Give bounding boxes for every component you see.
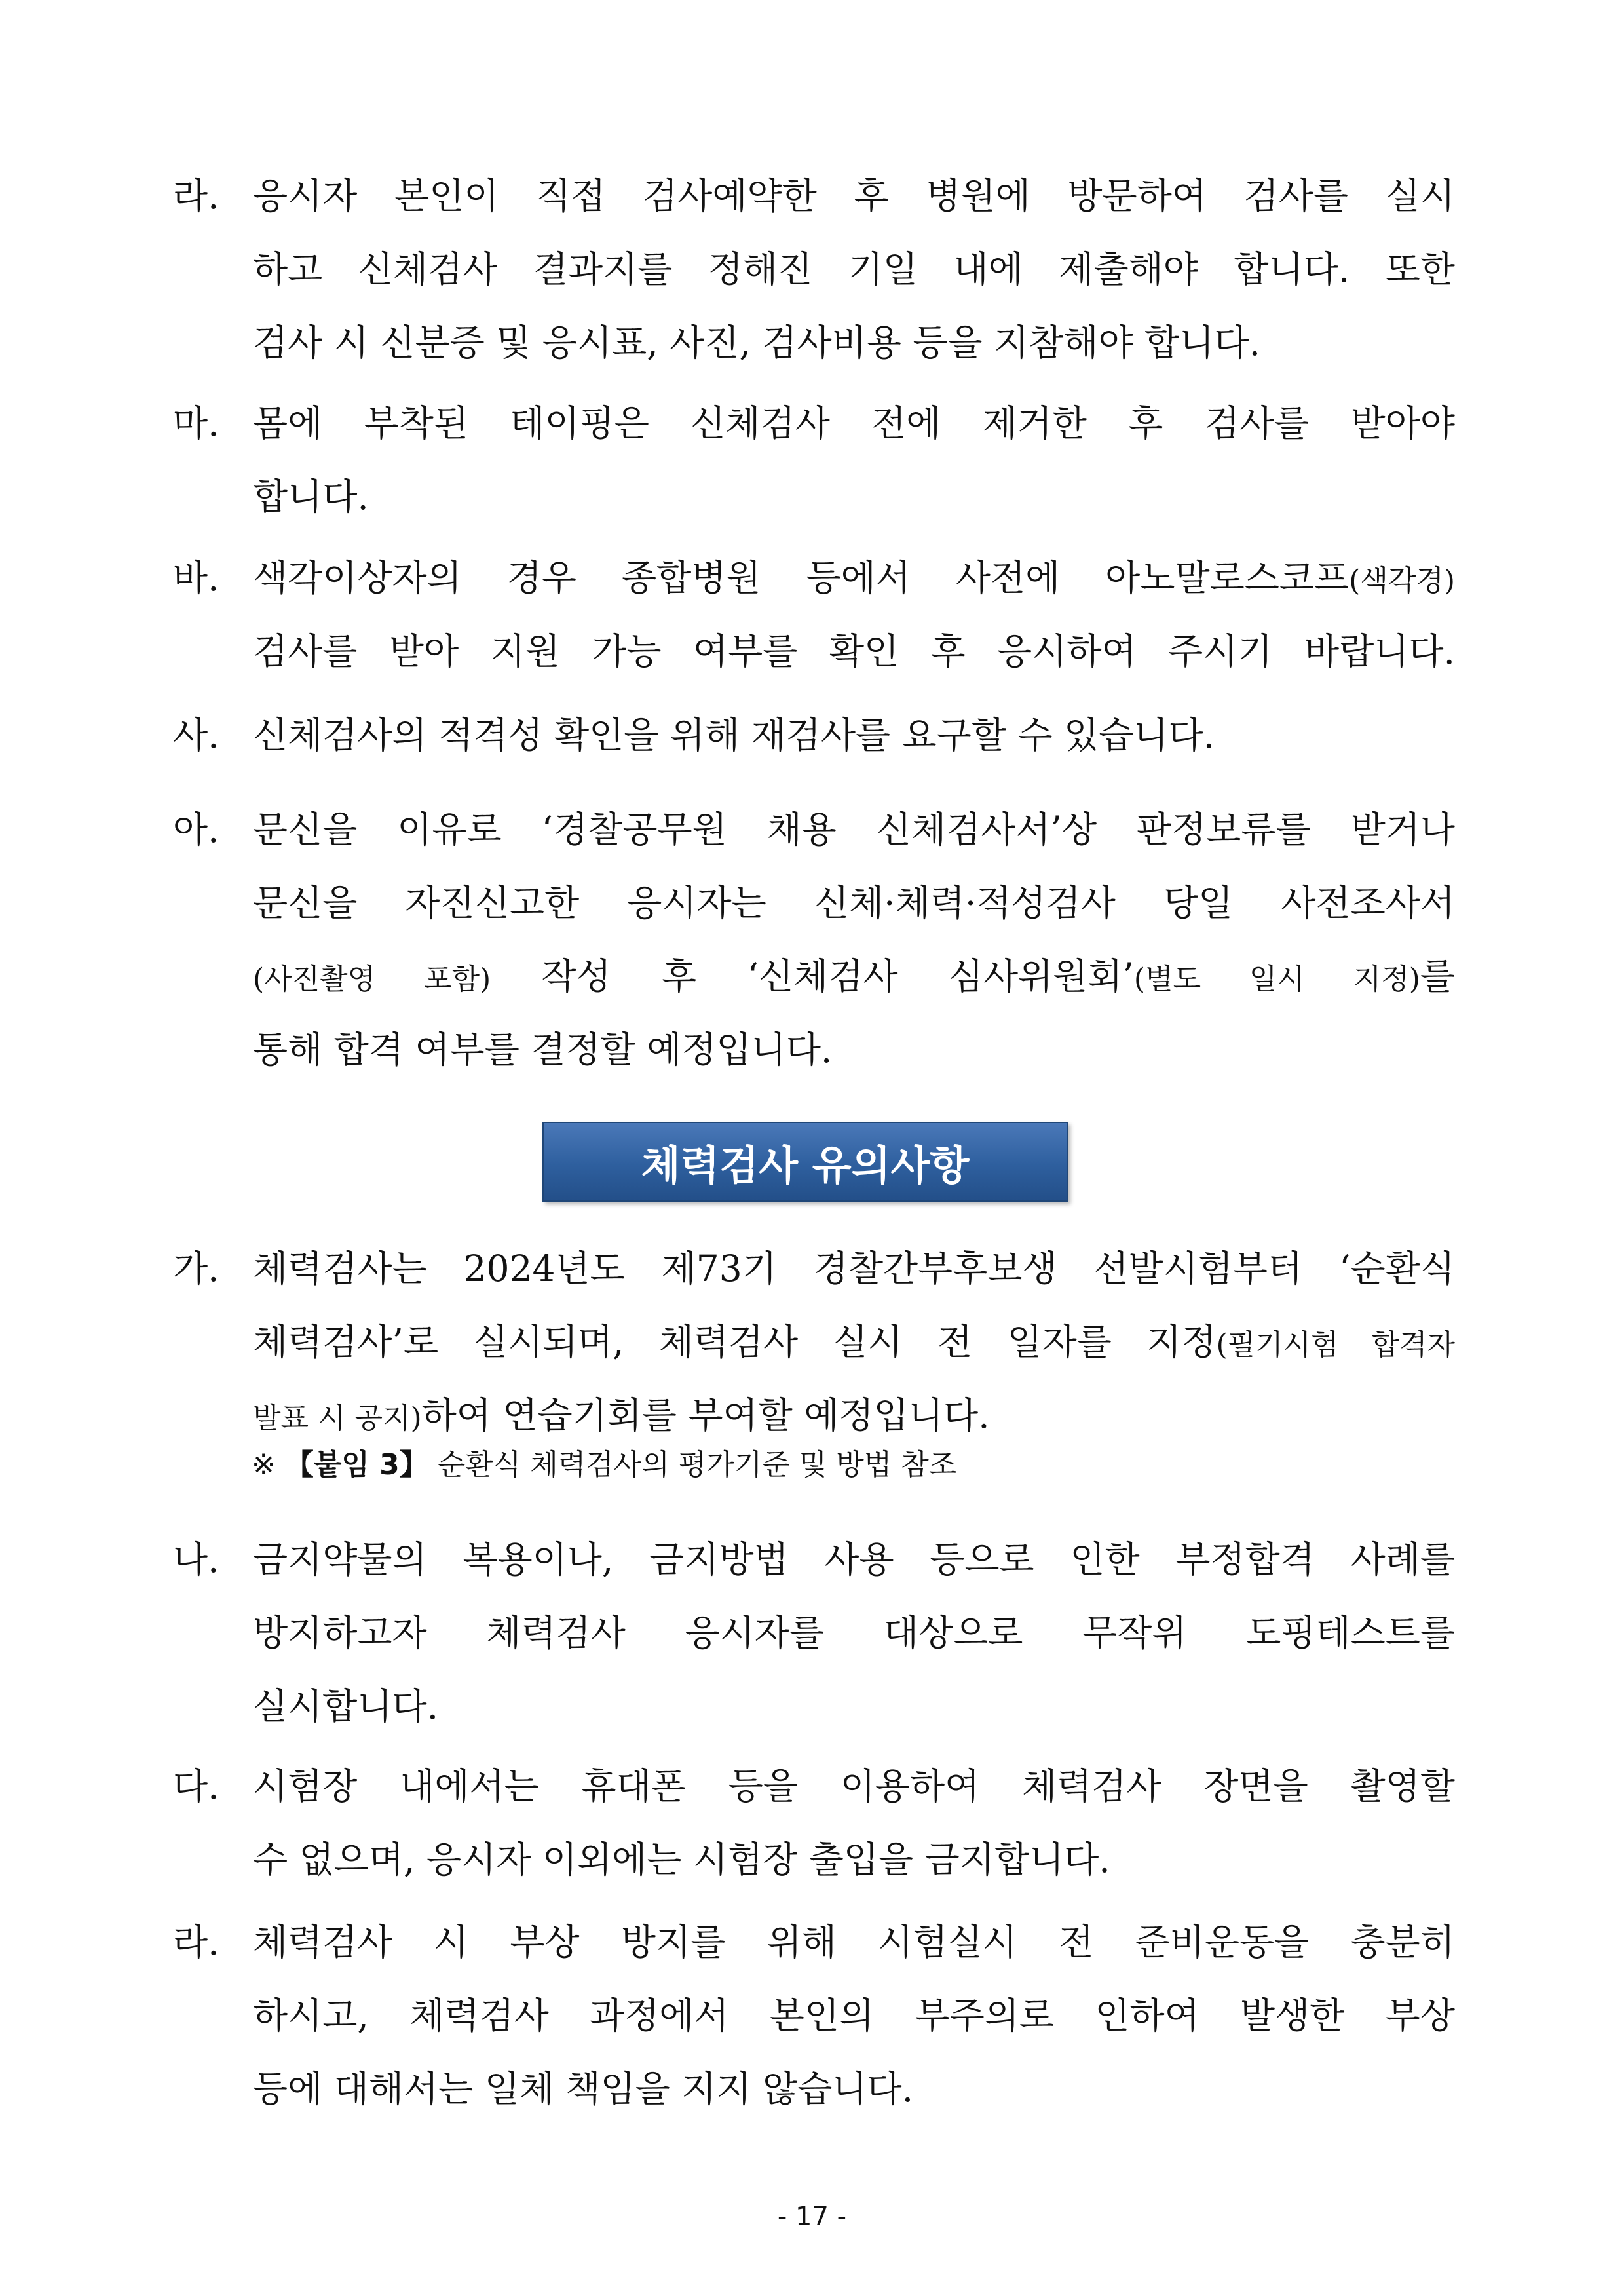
item-text-line: 체력검사는 2024년도 제73기 경찰간부후보생 선발시험부터 ‘순환식 [253,1248,1455,1290]
item-text: 작성 후 ‘신체검사 심사위원회’ [491,955,1134,997]
item-text-line: 실시합니다. [253,1685,439,1727]
item-text-line: 수 없으며, 응시자 이외에는 시험장 출입을 금지합니다. [253,1839,1110,1881]
item-marker: 아. [173,809,219,851]
section-title: 체력검사 유의사항 [641,1141,970,1189]
item-text-line: 합니다. [253,476,369,518]
item-small-text: (색각경) [1349,564,1455,598]
item-small-text: (사진촬영 포함) [253,963,491,996]
item-small-text: 발표 시 공지) [253,1402,422,1435]
item-marker: 라. [173,175,219,217]
item-text: 색각이상자의 경우 종합병원 등에서 사전에 아노말로스코프 [253,557,1350,599]
item-text-line: 체력검사 시 부상 방지를 위해 시험실시 전 준비운동을 충분히 [253,1921,1455,1963]
item-text: 를 [1420,955,1456,997]
item-small-text: (필기시험 합격자 [1216,1328,1455,1362]
item-text-line: 응시자 본인이 직접 검사예약한 후 병원에 방문하여 검사를 실시 [253,175,1455,217]
item-text-line: 문신을 자진신고한 응시자는 신체·체력·적성검사 당일 사전조사서 [253,882,1455,924]
item-text-line: 등에 대해서는 일체 책임을 지지 않습니다. [253,2068,914,2110]
item-text: 체력검사’로 실시되며, 체력검사 실시 전 일자를 지정 [253,1321,1217,1363]
item-text-line: 하고 신체검사 결과지를 정해진 기일 내에 제출해야 합니다. 또한 [253,248,1455,290]
item-text-line: 몸에 부착된 테이핑은 신체검사 전에 제거한 후 검사를 받아야 [253,402,1455,444]
item-text-line: 방지하고자 체력검사 응시자를 대상으로 무작위 도핑테스트를 [253,1612,1455,1654]
note-reference: 【붙임 3】 [284,1448,428,1482]
item-text-line [253,541,1455,615]
reference-note [252,1439,956,1491]
item-text-line: 시험장 내에서는 휴대폰 등을 이용하여 체력검사 장면을 촬영할 [253,1765,1455,1807]
item-text-line: 통해 합격 여부를 결정할 예정입니다. [253,1029,833,1071]
item-small-text: (별도 일시 지정) [1133,963,1420,996]
page-number: - 17 - [777,2202,847,2232]
item-marker: 가. [173,1248,219,1290]
note-mark: ※ [252,1448,285,1482]
item-text-line: 문신을 이유로 ‘경찰공무원 채용 신체검사서’상 판정보류를 받거나 [253,809,1455,851]
item-marker: 마. [173,402,219,444]
item-text-line [253,1305,1455,1379]
note-text: 순환식 체력검사의 평가기준 및 방법 참조 [428,1448,957,1482]
item-text-line: 검사를 받아 지원 가능 여부를 확인 후 응시하여 주시기 바랍니다. [253,630,1455,672]
item-text-line [253,940,1455,1013]
item-text: 하여 연습기회를 부여할 예정입니다. [421,1394,990,1436]
item-marker: 다. [173,1765,219,1807]
item-text-line: 하시고, 체력검사 과정에서 본인의 부주의로 인하여 발생한 부상 [253,1995,1455,2037]
item-marker: 나. [173,1539,219,1580]
item-text-line: 검사 시 신분증 및 응시표, 사진, 검사비용 등을 지참해야 합니다. [253,322,1261,364]
item-marker: 사. [173,714,219,756]
item-marker: 라. [173,1921,219,1963]
item-text-line: 신체검사의 적격성 확인을 위해 재검사를 요구할 수 있습니다. [253,714,1215,756]
item-marker: 바. [173,557,219,599]
section-title-banner [542,1122,1068,1202]
item-text-line: 금지약물의 복용이나, 금지방법 사용 등으로 인한 부정합격 사례를 [253,1539,1456,1580]
